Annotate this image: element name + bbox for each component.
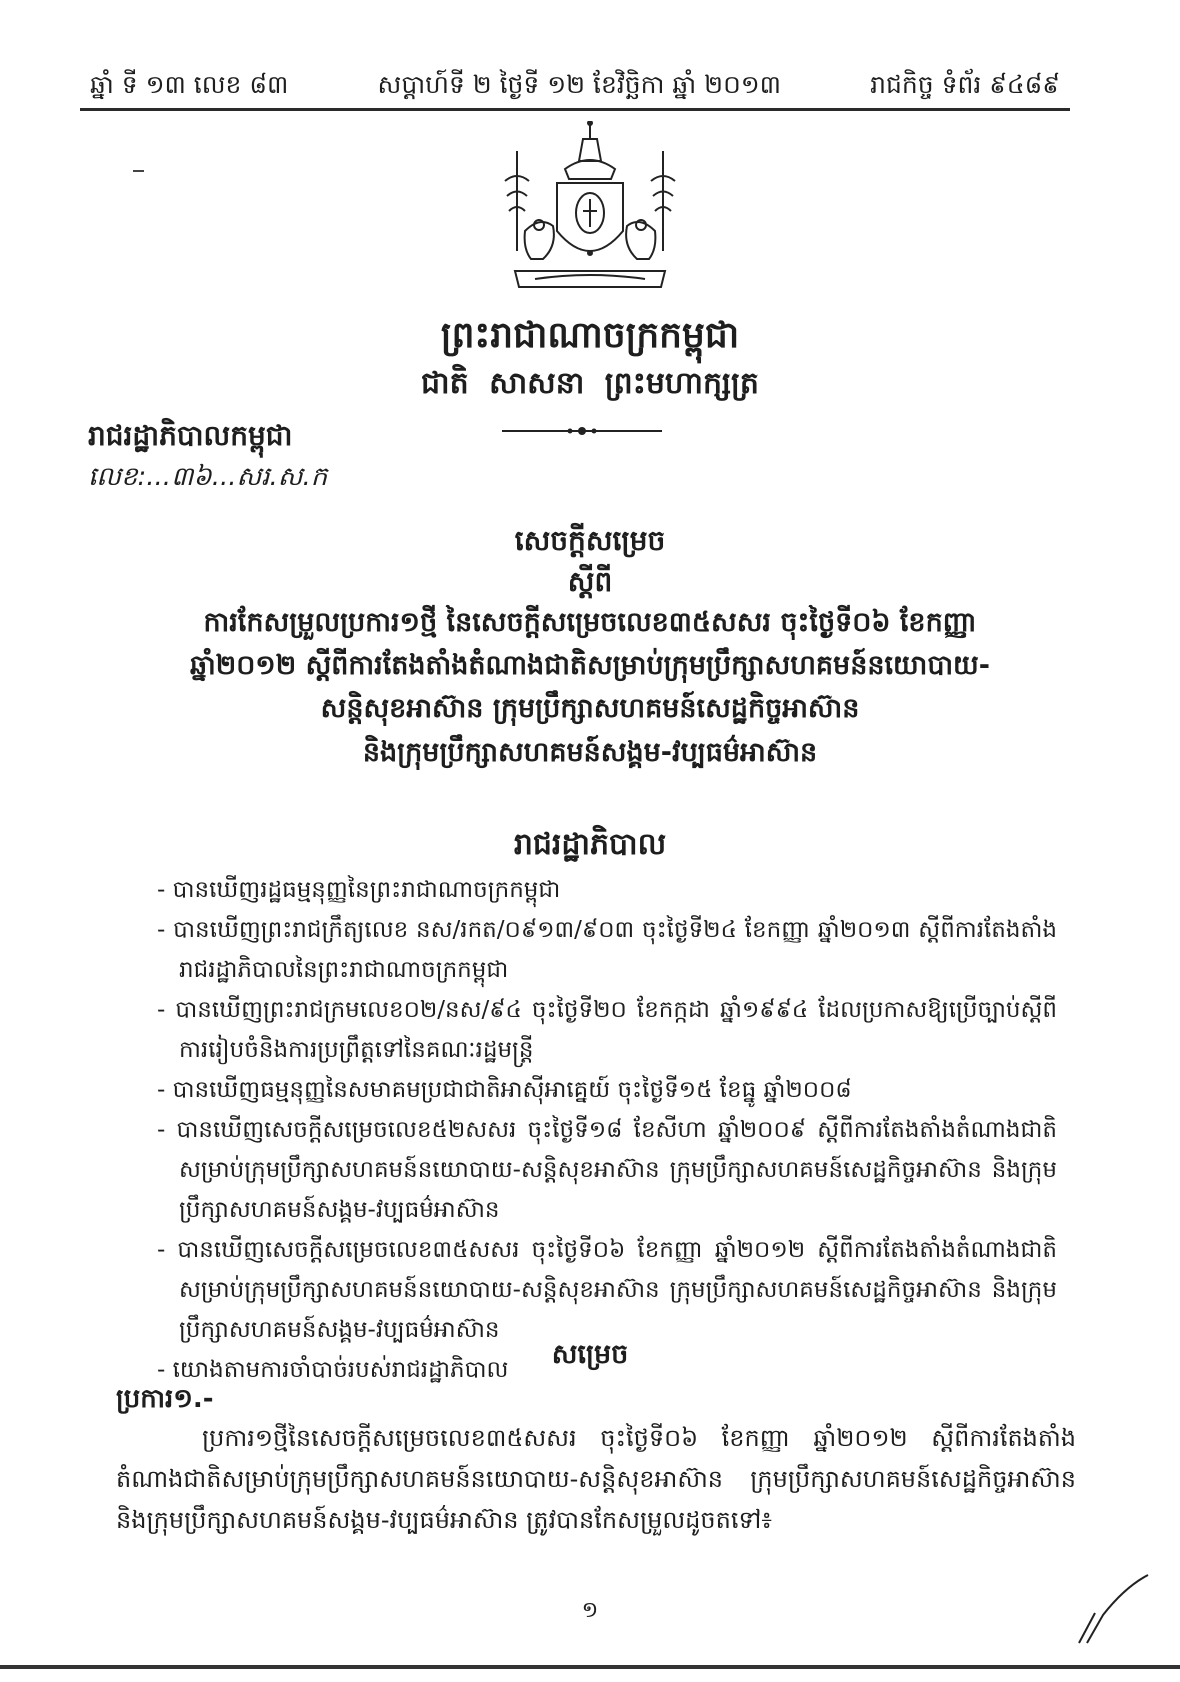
- subject-line: ការកែសម្រួលប្រការ១ថ្មី នៃសេចក្តីសម្រេចលេខ៣៥សសរ ចុះថ្ងៃទី០៦ ខែកញ្ញា: [203, 607, 977, 638]
- recital-item: - បានឃើញសេចក្តីសម្រេចលេខ៥២សសរ ចុះថ្ងៃទី១៨ ខែសីហា ឆ្នាំ២០០៩ ស្តីពីការតែងតាំងតំណាងជាតិសម្រាប់ក្រុមប្រឹក្សាសហគមន៍នយោបាយ-សន្តិសុខអាស៊ាន ក្រុមប្រឹក្សាសហគមន៍សេដ្ឋកិច្ចអាស៊ាន និងក្រុមប្រឹក្សាសហគមន៍សង្គម-វប្បធម៌អាស៊ាន: [157, 1117, 1057, 1223]
- recital-item: - បានឃើញរដ្ឋធម្មនុញ្ញនៃព្រះរាជាណាចក្រកម្ពុជា: [157, 877, 561, 903]
- decision-heading: សេចក្តីសម្រេច: [514, 524, 666, 557]
- kingdom-title: ព្រះរាជាណាចក្រកម្ពុជា: [440, 315, 740, 356]
- recital-item: - បានឃើញព្រះរាជក្រឹត្យលេខ នស/រកត/០៩១៣/៩០៣ ចុះថ្ងៃទី២៤ ខែកញ្ញា ឆ្នាំ២០១៣ ស្តីពីការតែងតាំងរាជរដ្ឋាភិបាលនៃព្រះរាជាណាចក្រកម្ពុជា: [157, 917, 1057, 983]
- document-number: លេខ:...៣៦...សរ.ស.ក: [88, 462, 328, 492]
- decides-heading: សម្រេច: [551, 1339, 629, 1370]
- gazette-header: [90, 70, 1060, 100]
- about-heading: ស្តីពី: [567, 565, 613, 598]
- scan-mark: [133, 170, 144, 172]
- royal-arms-emblem: [495, 121, 685, 303]
- initial-mark: [1075, 1573, 1150, 1645]
- header-divider: [80, 108, 1070, 111]
- gazette-issue: ឆ្នាំ ទី ១៣ លេខ ៨៣: [90, 70, 289, 99]
- ornament-divider: [502, 425, 662, 437]
- gazette-page: រាជកិច្ច ទំព័រ ៩៤៨៩: [870, 70, 1060, 99]
- gazette-date: សប្តាហ៍ទី ២ ថ្ងៃទី ១២ ខែវិច្ឆិកា ឆ្នាំ ២០១៣: [377, 70, 782, 99]
- recital-item: - បានឃើញធម្មនុញ្ញនៃសមាគមប្រជាជាតិអាស៊ីអាគ្នេយ៍ ចុះថ្ងៃទី១៥ ខែធ្នូ ឆ្នាំ២០០៨: [157, 1077, 852, 1103]
- article-body: ប្រការ១ថ្មីនៃសេចក្តីសម្រេចលេខ៣៥សសរ ចុះថ្ងៃទី០៦ ខែកញ្ញា ឆ្នាំ២០១២ ស្តីពីការតែងតាំងតំណាងជាតិសម្រាប់ក្រុមប្រឹក្សាសហគមន៍នយោបាយ-សន្តិសុខអាស៊ាន ក្រុមប្រឹក្សាសហគមន៍សេដ្ឋកិច្ចអាស៊ាន និងក្រុមប្រឹក្សាសហគមន៍សង្គម-វប្បធម៌អាស៊ាន ត្រូវបានកែសម្រួលដូចតទៅ៖: [116, 1424, 1076, 1534]
- subject-line: សន្តិសុខអាស៊ាន ក្រុមប្រឹក្សាសហគមន៍សេដ្ឋកិច្ចអាស៊ាន: [320, 693, 860, 724]
- government-heading: រាជរដ្ឋាភិបាល: [513, 827, 667, 862]
- issuing-government: រាជរដ្ឋាភិបាលកម្ពុជា: [88, 419, 293, 452]
- page-number: ១: [581, 1598, 599, 1623]
- subject-line: ឆ្នាំ២០១២ ស្តីពីការតែងតាំងតំណាងជាតិសម្រាប់ក្រុមប្រឹក្សាសហគមន៍នយោបាយ-: [190, 650, 990, 681]
- subject-line: និងក្រុមប្រឹក្សាសហគមន៍សង្គម-វប្បធម៌អាស៊ាន: [362, 737, 818, 768]
- recital-item: - យោងតាមការចាំបាច់របស់រាជរដ្ឋាភិបាល: [157, 1357, 509, 1383]
- article-heading: ប្រការ១.-: [116, 1384, 214, 1414]
- national-motto: ជាតិ សាសនា ព្រះមហាក្សត្រ: [421, 366, 759, 401]
- footer-divider: [0, 1665, 1180, 1669]
- recital-item: - បានឃើញសេចក្តីសម្រេចលេខ៣៥សសរ ចុះថ្ងៃទី០៦ ខែកញ្ញា ឆ្នាំ២០១២ ស្តីពីការតែងតាំងតំណាងជាតិ សម្រាប់ក្រុមប្រឹក្សាសហគមន៍នយោបាយ-សន្តិសុខអាស៊ាន ក្រុមប្រឹក្សាសហគមន៍សេដ្ឋកិច្ចអាស៊ាន និងក្រុមប្រឹក្សាសហគមន៍សង្គម-វប្បធម៌អាស៊ាន: [157, 1237, 1057, 1343]
- recital-item: - បានឃើញព្រះរាជក្រមលេខ០២/នស/៩៤ ចុះថ្ងៃទី២០ ខែកក្កដា ឆ្នាំ១៩៩៤ ដែលប្រកាសឱ្យប្រើច្បាប់ស្តីពីការរៀបចំនិងការប្រព្រឹត្តទៅនៃគណៈរដ្ឋមន្ត្រី: [157, 997, 1057, 1063]
